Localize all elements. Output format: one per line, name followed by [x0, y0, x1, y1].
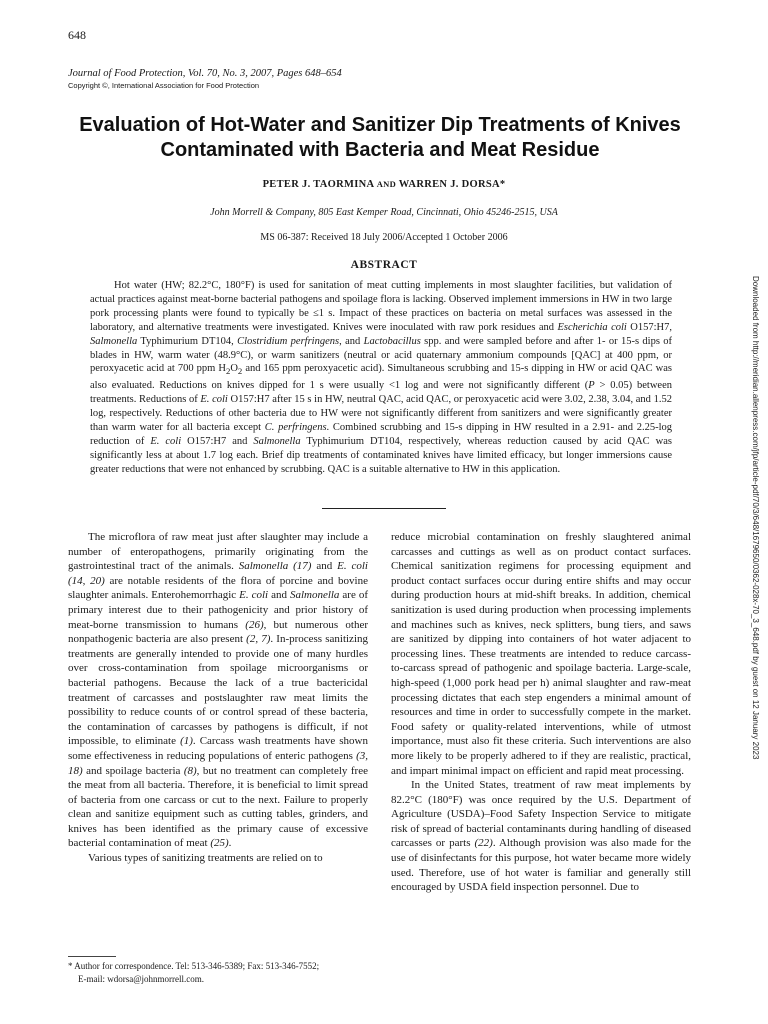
abstract-heading: ABSTRACT [350, 259, 418, 271]
author-list [68, 179, 700, 190]
correspondence-footnote [68, 960, 368, 986]
body-column-left [68, 530, 368, 866]
manuscript-dates: MS 06-387: Received 18 July 2006/Accepted 1 October 2006 [260, 232, 508, 243]
footnote-contact: * Author for correspondence. Tel: 513-346-5389; Fax: 513-346-7552; [68, 961, 320, 971]
section-divider [322, 508, 446, 509]
footnote-email: E-mail: wdorsa@johnmorrell.com. [78, 974, 205, 984]
body-paragraph: The microflora of raw meat just after slaughter may include a number of enteropathogens, primarily originating from the gastrointestinal tract of the animals. Salmonella (17) and E. coli (14, 20) are notable residents of the flora of porcine and bovine slaughter animals. Enterohemorrhagic E. coli and Salmonella are of primary interest due to their pathogenicity and prior history of meat-borne transmission to humans (26), but numerous other nonpathogenic bacteria are also present (2, 7). In-process sanitizing treatments are generally intended to provide one of many hurdles over cross-contamination from spoilage microorganisms or bacterial pathogens. Because the lack of a true bactericidal treatment of carcasses and postslaughter raw meat limits the possibility to reduce counts of or control spread of these bacteria, the contamination of carcasses by pathogens is difficult, if not impossible, to eliminate (1). Carcass wash treatments have shown some effectiveness in reducing populations of enteric pathogens (3, 18) and spoilage bacteria (8), but no treatment can completely free the meat from all bacteria. Therefore, it is beneficial to limit spread of bacteria from one carcass or cut to the next. Failure to properly clean and sanitize equipment such as cutting tables, grinders, and knives has been identified as the primary cause of excessive bacterial contamination of meat (25). [68, 531, 369, 850]
download-watermark: Downloaded from http://meridian.allenpress.com/jfp/article-pdf/70/3/648/1679650/0362-028x-70_3_648.pdf by guest on 12 January 2023 [751, 276, 760, 760]
page-number: 648 [68, 28, 86, 42]
body-paragraph: Various types of sanitizing treatments are relied on to [88, 852, 323, 865]
abstract-text: Hot water (HW; 82.2°C, 180°F) is used for sanitation of meat cutting implements in most slaughter facilities, but validation of actual practices against meat-borne bacterial pathogens and spoilage flora is lacking. Observed implement immersions in HW in two large pork processing plants were found to typically be ≤1 s. Impact of these practices on bacteria on metal surfaces was assessed in the laboratory, and alternative treatments were investigated. Knives were inoculated with raw pork residues and Escherichia coli O157:H7, Salmonella Typhimurium DT104, Clostridium perfringens, and Lactobacillus spp. and were sampled before and after 1- or 15-s dips of blades in HW, warm water (48.9°C), or warm sanitizers (neutral or acid quaternary ammonium compounds [QAC] at 400 ppm, or peroxyacetic acid at 700 ppm $H_2O_2$ and 165 ppm peroxyacetic acid). Simultaneous scrubbing and 15-s dipping in HW or acid QAC was also evaluated. Reductions on knives dipped for 1 s were usually <1 log and were not significantly different (P > 0.05) between treatments. Reductions of E. coli O157:H7 after 15 s in HW, neutral QAC, acid QAC, or peroxyacetic acid were 3.02, 2.38, 3.04, and 1.52 log, respectively. Reductions of other bacteria due to HW were not significantly different from sanitizers and were significantly greater than warm water for all bacteria except C. perfringens. Combined scrubbing and 15-s dipping in HW resulted in a 2.91- and 2.25-log reduction of E. coli O157:H7 and Salmonella Typhimurium DT104, respectively, whereas reduction caused by acid QAC was significantly less at about 1.7 log each. Brief dip treatments of contaminated knives have limited efficacy, but longer immersions cause greater reductions that were not enhanced by scrubbing. QAC is a suitable alternative to HW in this application. [90, 280, 673, 475]
affiliation: John Morrell & Company, 805 East Kemper Road, Cincinnati, Ohio 45246-2515, USA [210, 207, 558, 218]
article-title [40, 113, 720, 163]
author-conjunction: AND [376, 179, 397, 189]
author-dorsa: WARREN J. DORSA* [398, 179, 506, 190]
body-column-right [391, 530, 691, 895]
body-paragraph: reduce microbial contamination on freshly slaughtered animal carcasses and cuttings as well as on product contact surfaces. Chemical sanitization regimens for processing equipment and product contact surfaces occur during entire shifts and may occur during production hours at mid-shift breaks. In addition, chemical sanitization is used during production when processing implements and machines such as knives, neck splitters, bung tiers, and saws are sanitized by dipping into containers of hot water adjacent to processing lines. These treatments are intended to reduce carcass-to-carcass spread of pathogenic and spoilage bacteria. Large-scale, high-speed (1,000 pork head per h) animal slaughter and raw-meat processing dictates that each step engenders a minimal amount of resources and time in order to successfully compete in the market. Food safety or quality-related interventions, while of utmost importance, must also fit these criteria. Such interventions are also more likely to be properly adhered to if they are realistic, practical, and impart minimal impact on efficient and rapid meat processing. [391, 531, 691, 777]
footnote-divider [68, 956, 116, 957]
body-paragraph: In the United States, treatment of raw meat implements by 82.2°C (180°F) was once required by the U.S. Department of Agriculture (USDA)–Food Safety Inspection Service to mitigate risk of spread of bacterial contaminants during handling of diseased carcasses or parts (22). Although provision was also made for the use of disinfectants for this purpose, hot water became more widely used. Therefore, use of hot water is familiar and generally still encouraged by USDA field inspection personnel. Due to [391, 779, 692, 894]
title-line-1: Evaluation of Hot-Water and Sanitizer Dip Treatments of Knives [79, 114, 681, 136]
journal-citation: Journal of Food Protection, Vol. 70, No. 3, 2007, Pages 648–654 [68, 68, 342, 79]
copyright-notice: Copyright ©, International Association for Food Protection [68, 81, 260, 90]
author-taormina: PETER J. TAORMINA [262, 179, 374, 190]
title-line-2: Contaminated with Bacteria and Meat Residue [160, 139, 600, 161]
